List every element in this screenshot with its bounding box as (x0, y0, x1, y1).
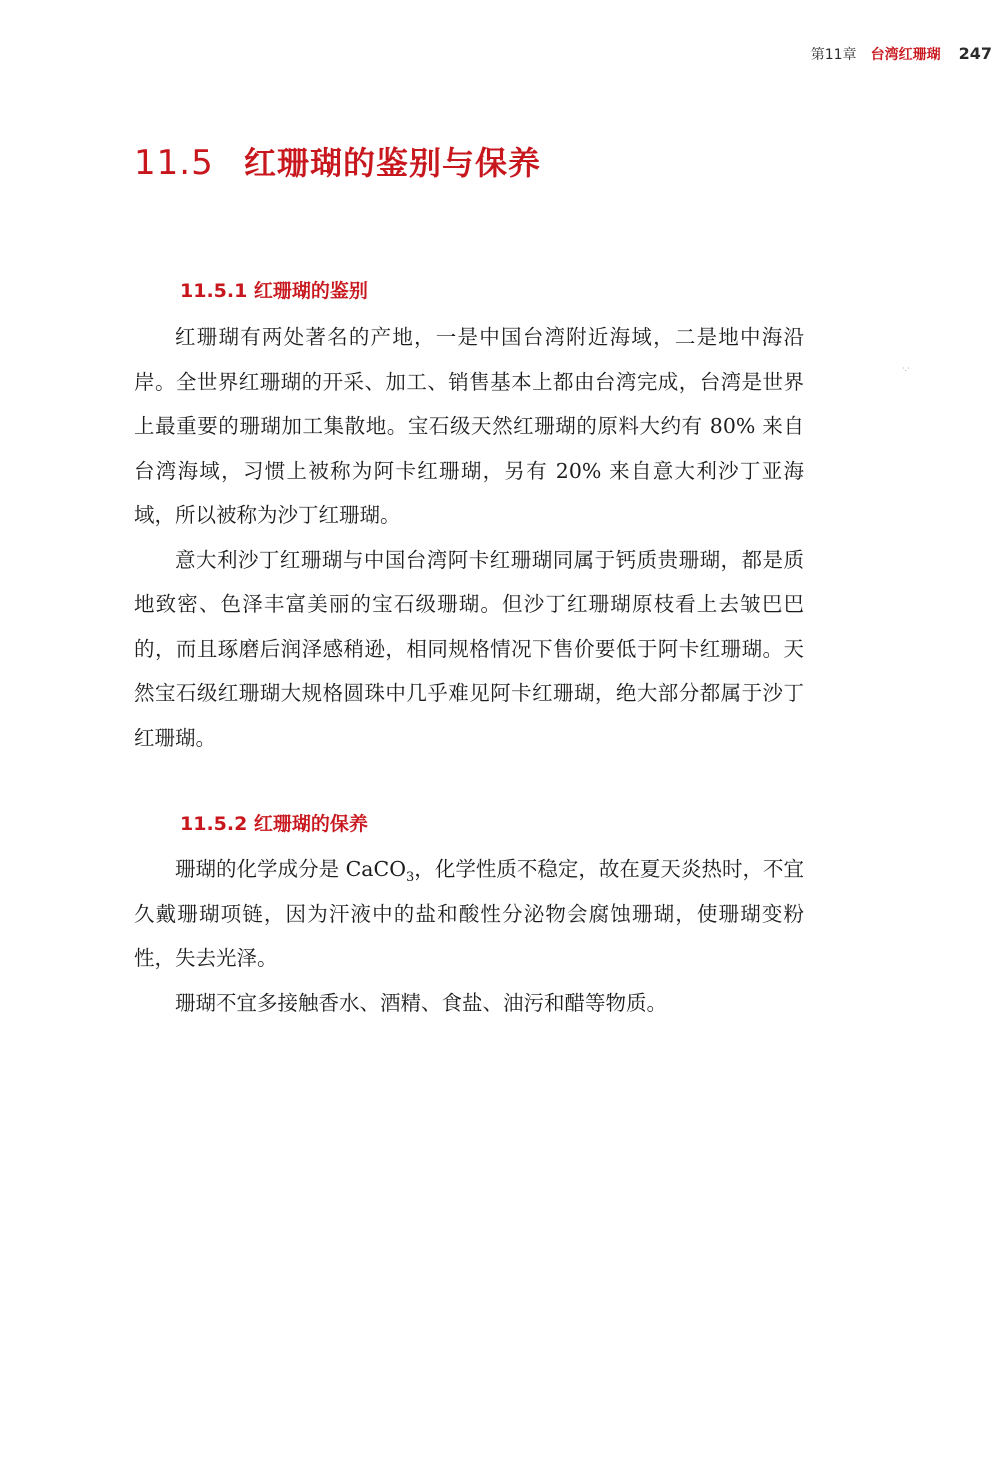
formula-subscript: 3 (406, 870, 415, 886)
chapter-title: 台湾红珊瑚 (870, 47, 941, 63)
formula-text-before: 珊瑚的化学成分是 CaCO (175, 857, 407, 881)
identification-body (134, 315, 804, 760)
subsection-heading-maintenance: 11.5.2 红珊瑚的保养 (180, 813, 368, 835)
section-number: 11.5 (134, 143, 214, 183)
section-heading (134, 138, 541, 184)
subsection-heading-identification: 11.5.1 红珊瑚的鉴别 (180, 280, 368, 302)
scan-speck: ·.· (902, 364, 910, 373)
maintenance-body (134, 847, 804, 1025)
body-paragraph: 意大利沙丁红珊瑚与中国台湾阿卡红珊瑚同属于钙质贵珊瑚，都是质地致密、色泽丰富美丽的宝石级珊瑚。但沙丁红珊瑚原枝看上去皱巴巴的，而且琢磨后润泽感稍逊，相同规格情况下售价要低于阿卡红珊瑚。天然宝石级红珊瑚大规格圆珠中几乎难见阿卡红珊瑚，绝大部分都属于沙丁红珊瑚。 (134, 547, 804, 750)
formula-text-after: ，化学性质不稳定，故在夏天炎热时，不宜久戴珊瑚项链，因为汗液中的盐和酸性分泌物会腐蚀珊瑚，使珊瑚变粉性，失去光泽。 (134, 857, 804, 970)
chapter-label: 第11章 (810, 47, 857, 63)
section-title: 红珊瑚的鉴别与保养 (244, 144, 542, 182)
page-number: 247 (958, 44, 992, 63)
running-header (811, 44, 992, 66)
body-paragraph: 红珊瑚有两处著名的产地，一是中国台湾附近海域，二是地中海沿岸。全世界红珊瑚的开采、加工、销售基本上都由台湾完成，台湾是世界上最重要的珊瑚加工集散地。宝石级天然红珊瑚的原料大约有 80% 来自台湾海域，习惯上被称为阿卡红珊瑚，另有 20% 来自意大利沙丁亚海域，所以被称为沙丁红珊瑚。 (134, 325, 804, 527)
body-paragraph: 珊瑚不宜多接触香水、酒精、食盐、油污和醋等物质。 (175, 990, 667, 1015)
body-paragraph-formula (134, 847, 804, 981)
